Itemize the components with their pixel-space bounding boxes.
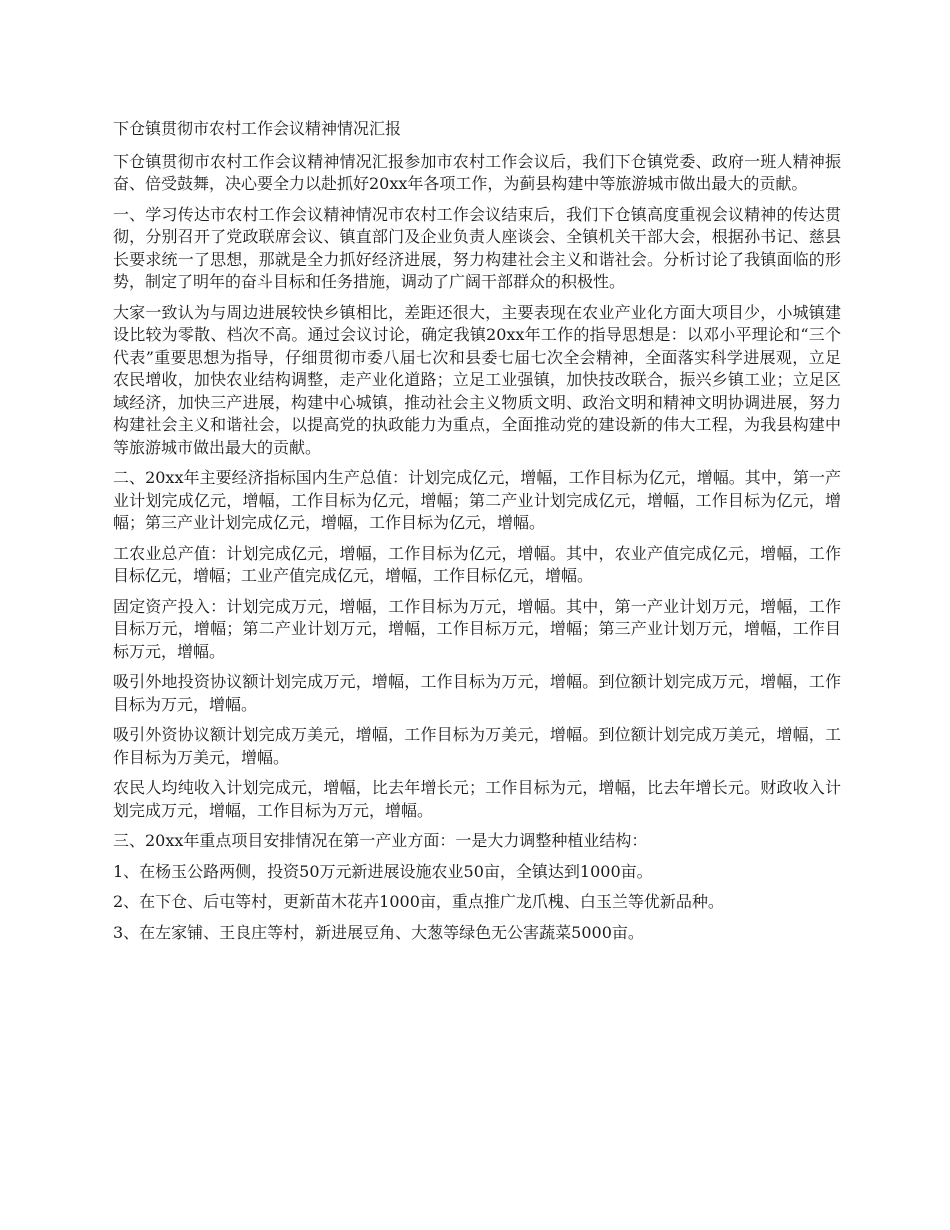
paragraph-foreign-investment: 吸引外资协议额计划完成万美元，增幅，工作目标为万美元，增幅。到位额计划完成万美元，增幅，工作目标为万美元，增幅。 bbox=[113, 725, 841, 767]
list-item-3: 3、在左家铺、王良庄等村，新进展豆角、大葱等绿色无公害蔬菜5000亩。 bbox=[113, 922, 644, 942]
paragraph-intro: 下仓镇贯彻市农村工作会议精神情况汇报参加市农村工作会议后，我们下仓镇党委、政府一班人精神振奋、倍受鼓舞，决心要全力以赴抓好20xx年各项工作，为蓟县构建中等旅游城市做出最大的贡献。 bbox=[113, 151, 841, 193]
list-item-2: 2、在下仓、后屯等村，更新苗木花卉1000亩，重点推广龙爪槐、白玉兰等优新品种。 bbox=[113, 892, 724, 911]
paragraph-guiding-thought: 大家一致认为与周边进展较快乡镇相比，差距还很大，主要表现在农业产业化方面大项目少，小城镇建设比较为零散、档次不高。通过会议讨论，确定我镇20xx年工作的指导思想是：以邓小平理论和“三个代表”重要思想为指导，仔细贯彻市委八届七次和县委七届七次全会精神，全面落实科学进展观，立足农民增收，加快农业结构调整，走产业化道路；立足工业强镇，加快技改联合，振兴乡镇工业；立足区域经济，加快三产进展，构建中心城镇，推动社会主义物质文明、政治文明和精神文明协调进展，努力构建社会主义和谐社会，以提高党的执政能力为重点，全面推动党的建设新的伟大工程，为我县构建中等旅游城市做出最大的贡献。 bbox=[113, 302, 841, 457]
document-title: 下仓镇贯彻市农村工作会议精神情况汇报 bbox=[113, 119, 402, 138]
paragraph-fixed-assets: 固定资产投入：计划完成万元，增幅，工作目标为万元，增幅。其中，第一产业计划万元，增幅，工作目标万元，增幅；第二产业计划万元，增幅，工作目标万元，增幅；第三产业计划万元，增幅，工作目标万元，增幅。 bbox=[113, 596, 841, 661]
list-item-1: 1、在杨玉公路两侧，投资50万元新进展设施农业50亩，全镇达到1000亩。 bbox=[113, 861, 653, 881]
paragraph-section-2-gdp: 二、20xx年主要经济指标国内生产总值：计划完成亿元，增幅，工作目标为亿元，增幅。其中，第一产业计划完成亿元，增幅，工作目标为亿元，增幅；第二产业计划完成亿元，增幅，工作目标为亿元，增幅；第三产业计划完成亿元，增幅，工作目标为亿元，增幅。 bbox=[113, 468, 841, 532]
paragraph-income: 农民人均纯收入计划完成元，增幅，比去年增长元；工作目标为元，增幅，比去年增长元。财政收入计划完成万元，增幅，工作目标为万元，增幅。 bbox=[113, 778, 841, 820]
paragraph-section-1: 一、学习传达市农村工作会议精神情况市农村工作会议结束后，我们下仓镇高度重视会议精神的传达贯彻，分别召开了党政联席会议、镇直部门及企业负责人座谈会、全镇机关干部大会，根据孙书记、慈县长要求统一了思想，那就是全力抓好经济进展，努力构建社会主义和谐社会。分析讨论了我镇面临的形势，制定了明年的奋斗目标和任务措施，调动了广阔干部群众的积极性。 bbox=[113, 204, 841, 291]
paragraph-section-3: 三、20xx年重点项目安排情况在第一产业方面：一是大力调整种植业结构： bbox=[113, 831, 648, 850]
document-page bbox=[113, 118, 841, 952]
paragraph-output-value: 工农业总产值：计划完成亿元，增幅，工作目标为亿元，增幅。其中，农业产值完成亿元，增幅，工作目标亿元，增幅；工业产值完成亿元，增幅，工作目标亿元，增幅。 bbox=[113, 543, 841, 585]
paragraph-domestic-investment: 吸引外地投资协议额计划完成万元，增幅，工作目标为万元，增幅。到位额计划完成万元，增幅，工作目标为万元，增幅。 bbox=[113, 672, 841, 714]
